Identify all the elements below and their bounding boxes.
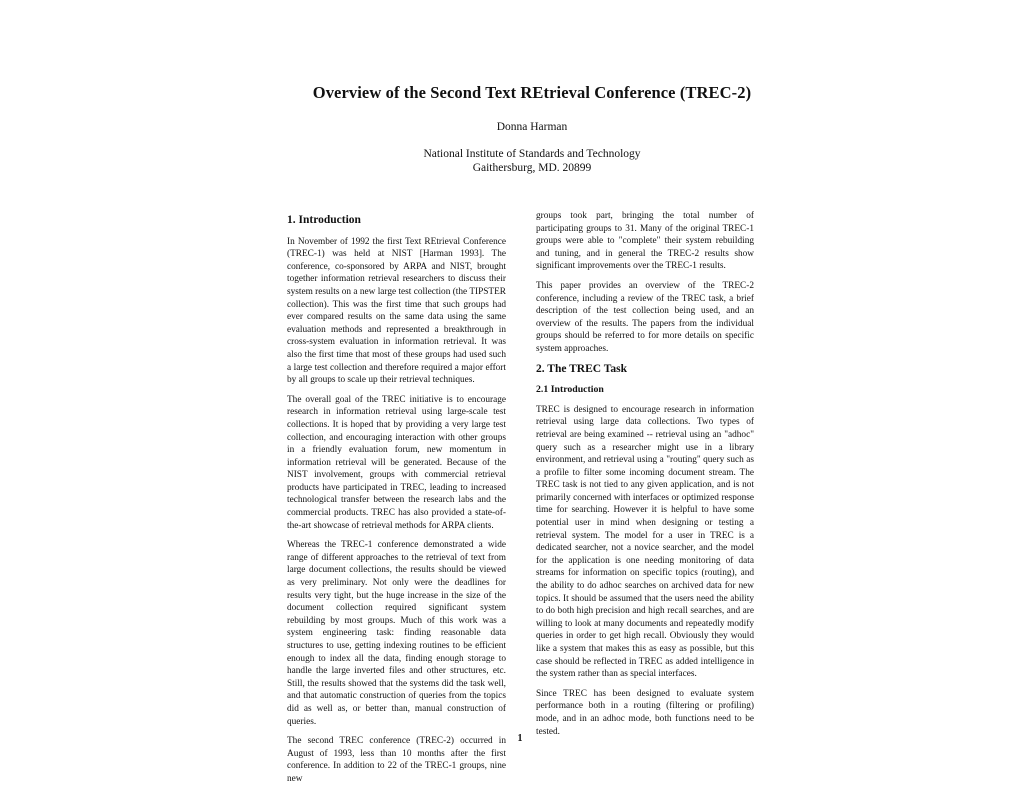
affiliation-line-1: National Institute of Standards and Technology	[423, 148, 641, 160]
subsection-heading: 2.1 Introduction	[536, 384, 604, 396]
paragraph: In November of 1992 the first Text REtrieval Conference (TREC-1) was held at NIST [Harman 1993]. The conference, co-sponsored by ARPA and NIST, brought together information retrieval researchers to discuss their system results on a new large test collection (the TIPSTER collection). This was the first time that such groups had ever compared results on the same data using the same evaluation methods and represented a breakthrough in cross-system evaluation in information retrieval. It was also the first time that most of these groups had used such a large test collection and therefore required a major effort by all groups to scale up their retrieval techniques.	[287, 236, 506, 386]
paragraph: Since TREC has been designed to evaluate system performance both in a routing (filtering or profiling) mode, and in an adhoc mode, both functions need to be tested.	[536, 688, 754, 737]
paragraph: Whereas the TREC-1 conference demonstrated a wide range of different approaches to the retrieval of text from large document collections, the results should be viewed as very preliminary. Not only were the deadlines for results very tight, but the huge increase in the size of the document collection required significant system rebuilding by most groups. Much of this work was a system engineering task: finding reasonable data structures to use, getting indexing routines to be efficient enough to index all the data, finding enough storage to handle the large inverted files and other structures, etc. Still, the results showed that the systems did the task well, and that automatic construction of queries from the topics did as well as, or better than, manual construction of queries.	[287, 540, 506, 727]
section-heading-introduction: 1. Introduction	[287, 214, 361, 226]
paragraph: TREC is designed to encourage research in information retrieval using large data collections. Two types of retrieval are being examined -- retrieval using an "adhoc" query such as a researcher might use in a library environment, and retrieval using a "routing" query such as a profile to filter some incoming document stream. The TREC task is not tied to any given application, and is not primarily concerned with interfaces or optimized response time for searching. However it is helpful to have some potential user in mind when designing or testing a retrieval system. The model for a user in TREC is a dedicated searcher, not a novice searcher, and the model for the application is one needing monitoring of data streams for information on specific topics (routing), and the ability to do adhoc searches on archived data for new topics. It should be assumed that the users need the ability to do both high precision and high recall searches, and are willing to look at many documents and repeatedly modify queries in order to get high recall. Obviously they would like a system that makes this as easy as possible, but this case should be reflected in TREC as added intelligence in the system rather than as special interfaces.	[536, 404, 754, 680]
author-name: Donna Harman	[496, 121, 568, 133]
paragraph: groups took part, bringing the total number of participating groups to 31. Many of the original TREC-1 groups were able to "complete" their system rebuilding and tuning, and in general the TREC-2 results show significant improvements over the TREC-1 results.	[536, 211, 754, 272]
page-number: 1	[517, 733, 523, 744]
affiliation-line-2: Gaithersburg, MD. 20899	[472, 162, 592, 174]
paragraph: The overall goal of the TREC initiative is to encourage research in information retrieval using large-scale test collections. It is hoped that by providing a very large test collection, and encouraging interaction with other groups in a friendly evaluation forum, new momentum in information retrieval will be generated. Because of the NIST involvement, groups with commercial retrieval products have participated in TREC, leading to increased technological transfer between the research labs and the commercial products. TREC has also provided a state-of-the-art showcase of retrieval methods for ARPA clients.	[287, 394, 506, 531]
paragraph: The second TREC conference (TREC-2) occurred in August of 1993, less than 10 months after the first conference. In addition to 22 of the TREC-1 groups, nine new	[287, 736, 506, 784]
left-column	[287, 214, 506, 793]
section-heading-trec-task: 2. The TREC Task	[536, 362, 627, 375]
paper-title: Overview of the Second Text REtrieval Conference (TREC-2)	[312, 83, 752, 102]
author-affiliation	[250, 147, 814, 175]
paragraph: This paper provides an overview of the TREC-2 conference, including a review of the TREC task, a brief description of the test collection being used, and an overview of the results. The papers from the individual groups should be referred to for more details on specific system approaches.	[536, 280, 754, 354]
right-column	[536, 210, 754, 745]
